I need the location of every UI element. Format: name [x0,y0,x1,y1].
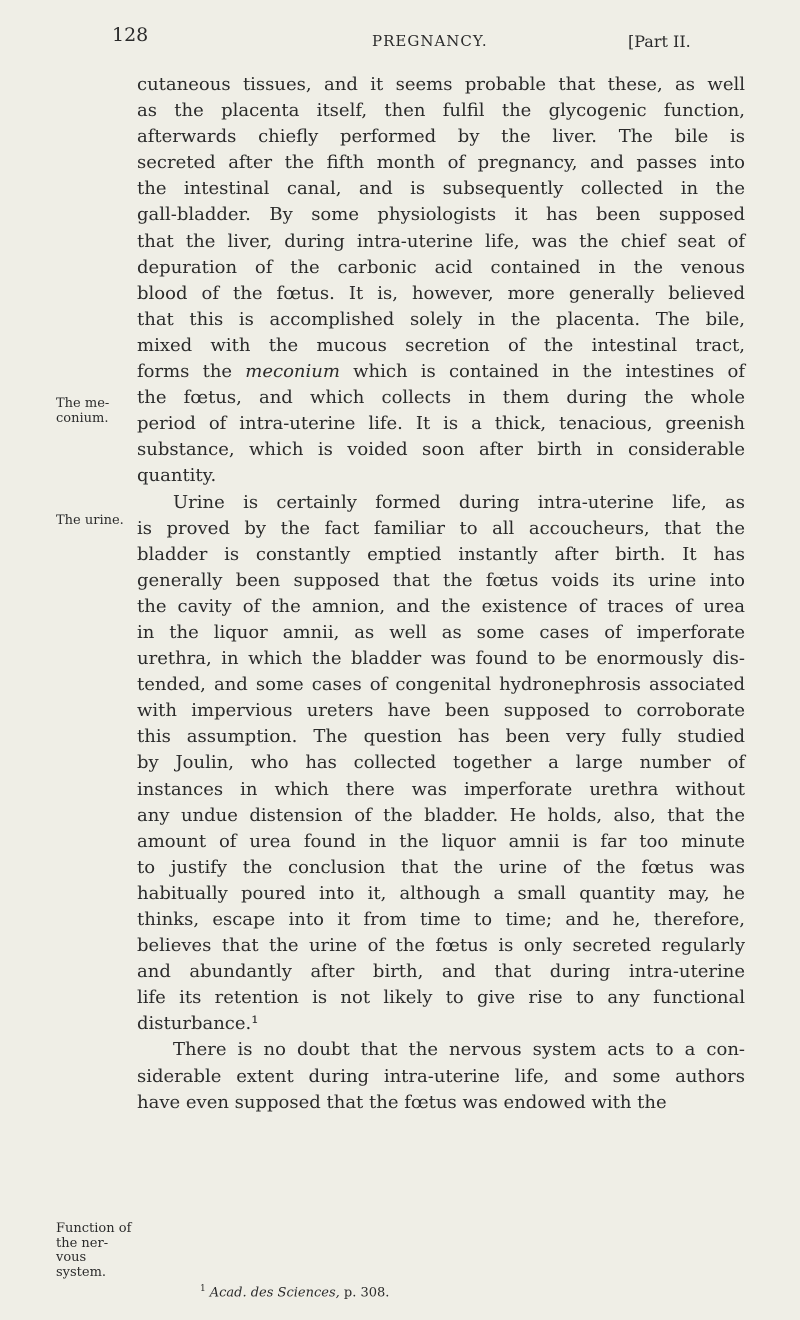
footnote [200,1284,389,1300]
emphasis: meconium [245,361,340,383]
text-line: Urine is certainly formed during intra-uterine life, as [173,491,745,513]
margin-note-line: conium. [56,410,109,426]
text-line: with impervious ureters have been supposed to corroborate [137,700,745,722]
text-line: the cavity of the amnion, and the existence of traces of urea [137,595,745,617]
text-line: period of intra-uterine life. It is a thick, tenacious, greenish [137,413,745,435]
text-line: have even supposed that the fœtus was endowed with the [137,1091,667,1113]
body-text [137,72,745,1116]
text-line: bladder is constantly emptied instantly after birth. It has [137,543,745,565]
text-line: siderable extent during intra-uterine life, and some authors [137,1065,745,1087]
text-line: to justify the conclusion that the urine of the fœtus was [137,856,745,878]
text-line: the fœtus, and which collects in them during the whole [137,387,745,409]
text-line: substance, which is voided soon after birth in considerable [137,439,745,461]
text-line: quantity. [137,465,217,487]
part-label: [Part II. [628,32,691,51]
text-line: instances in which there was imperforate urethra without [137,778,745,800]
margin-note-line: Function of [56,1221,132,1236]
text-line: blood of the fœtus. It is, however, more generally believed [137,282,745,304]
margin-note-meconium [56,397,136,426]
text-line: this assumption. The question has been very fully studied [137,726,745,748]
footnote-number: 1 [200,1284,206,1294]
margin-note-line: system. [56,1264,107,1280]
text-line: depuration of the carbonic acid contained in the venous [137,256,745,278]
text-line: forms the meconium which is contained in the intestines of [137,361,745,383]
margin-note-line: The urine. [56,513,124,528]
page-header [0,24,800,54]
text-line: urethra, in which the bladder was found to be enormously dis- [137,648,745,670]
page-number: 128 [112,24,149,46]
text-line: life its retention is not likely to give rise to any functional [137,987,745,1009]
margin-note-line: The me- [56,396,110,411]
text-line: by Joulin, who has collected together a large number of [137,752,745,774]
text-line: and abundantly after birth, and that during intra-uterine [137,961,745,983]
text-line: as the placenta itself, then fulfil the glycogenic function, [137,100,745,122]
text-line: mixed with the mucous secretion of the intestinal tract, [137,334,745,356]
text-line: that the liver, during intra-uterine life, was the chief seat of [137,230,745,252]
text-line: generally been supposed that the fœtus voids its urine into [137,569,745,591]
text-line: There is no doubt that the nervous system acts to a con- [173,1039,745,1061]
text-line: that this is accomplished solely in the placenta. The bile, [137,308,745,330]
text-line: cutaneous tissues, and it seems probable that these, as well [137,74,745,95]
text-line: the intestinal canal, and is subsequently collected in the [137,178,745,200]
text-line: secreted after the fifth month of pregnancy, and passes into [137,152,745,174]
text-line: believes that the urine of the fœtus is only secreted regularly [137,935,745,957]
text-line: habitually poured into it, although a small quantity may, he [137,882,745,904]
text-line: amount of urea found in the liquor amnii is far too minute [137,830,745,852]
margin-note-line: vous [56,1250,87,1265]
margin-note-nervous-system [56,1222,136,1280]
text-line: afterwards chiefly performed by the liver. The bile is [137,126,745,148]
text-line: tended, and some cases of congenital hydronephrosis associated [137,674,745,696]
margin-note-line: the ner- [56,1235,109,1251]
text-line: is proved by the fact familiar to all accoucheurs, that the [137,517,745,539]
text-line: any undue distension of the bladder. He holds, also, that the [137,804,745,826]
text-line: disturbance.¹ [137,1013,259,1035]
footnote-page: p. 308. [343,1285,390,1301]
text-line: thinks, escape into it from time to time; and he, therefore, [137,909,745,930]
text-line: gall-bladder. By some physiologists it has been supposed [137,204,745,226]
margin-note-urine [56,514,136,529]
text-line: in the liquor amnii, as well as some cases of imperforate [137,621,745,643]
running-title: PREGNANCY. [372,32,488,50]
footnote-source: Acad. des Sciences, [209,1285,340,1301]
